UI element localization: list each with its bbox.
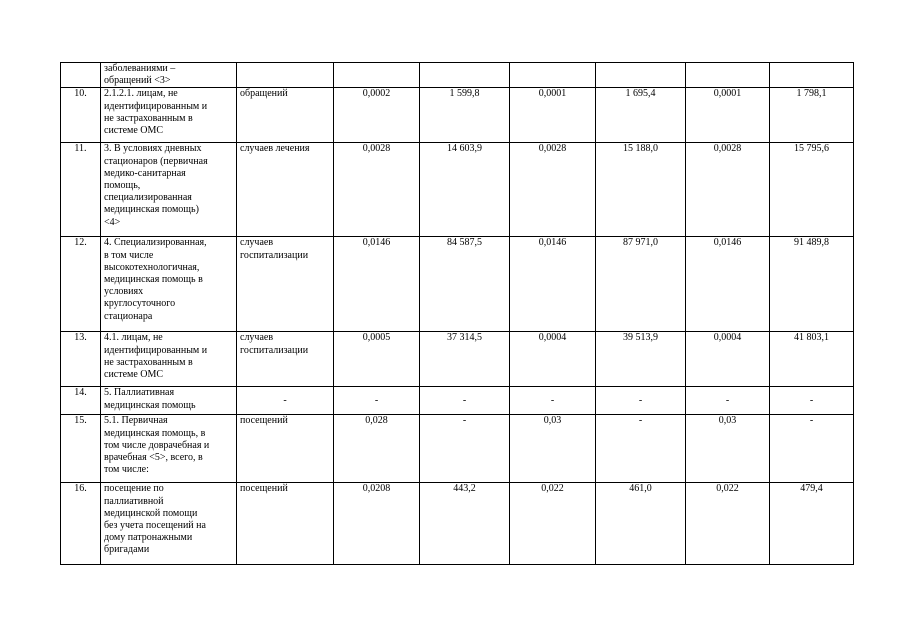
indicator-name: 5.1. Первичная медицинская помощь, в том числе доврачебная и врачебная <5>, всего, в том числе: [101, 415, 237, 483]
unit-cell: - [237, 387, 334, 415]
value-cell: 0,0028 [686, 143, 770, 237]
indicator-name: 4.1. лицам, не идентифицированным и не застрахованным в системе ОМС [101, 332, 237, 387]
value-cell: 87 971,0 [596, 237, 686, 332]
table-row [61, 143, 854, 237]
value-cell [420, 63, 510, 88]
value-cell: 0,0146 [510, 237, 596, 332]
value-cell: 461,0 [596, 483, 686, 565]
value-cell: 84 587,5 [420, 237, 510, 332]
value-cell: 0,0001 [510, 88, 596, 143]
row-number: 14. [61, 387, 101, 415]
value-cell: 0,0004 [686, 332, 770, 387]
unit-cell: обращений [237, 88, 334, 143]
data-table [60, 62, 854, 565]
value-cell [596, 63, 686, 88]
value-cell: - [770, 387, 854, 415]
unit-cell: случаев госпитализации [237, 332, 334, 387]
value-cell: 0,03 [686, 415, 770, 483]
indicator-name: 3. В условиях дневных стационаров (первичная медико-санитарная помощь, специализированная медицинская помощь) <4> [101, 143, 237, 237]
value-cell: 0,0028 [334, 143, 420, 237]
value-cell: - [596, 415, 686, 483]
value-cell: - [596, 387, 686, 415]
indicator-name: 4. Специализированная, в том числе высокотехнологичная, медицинская помощь в условиях круглосуточного стационара [101, 237, 237, 332]
unit-cell: случаев лечения [237, 143, 334, 237]
value-cell: 1 695,4 [596, 88, 686, 143]
table-row [61, 88, 854, 143]
table-row [61, 237, 854, 332]
unit-cell: случаев госпитализации [237, 237, 334, 332]
value-cell: 0,028 [334, 415, 420, 483]
row-number: 11. [61, 143, 101, 237]
value-cell: 39 513,9 [596, 332, 686, 387]
unit-cell [237, 63, 334, 88]
value-cell: - [686, 387, 770, 415]
value-cell: 0,0005 [334, 332, 420, 387]
row-number: 16. [61, 483, 101, 565]
unit-cell: посещений [237, 483, 334, 565]
indicator-name: посещение по паллиативной медицинской помощи без учета посещений на дому патронажными бригадами [101, 483, 237, 565]
indicator-name: 2.1.2.1. лицам, не идентифицированным и не застрахованным в системе ОМС [101, 88, 237, 143]
table-row [61, 332, 854, 387]
row-number: 10. [61, 88, 101, 143]
unit-cell: посещений [237, 415, 334, 483]
value-cell: - [420, 415, 510, 483]
value-cell [686, 63, 770, 88]
table-row [61, 63, 854, 88]
value-cell: 443,2 [420, 483, 510, 565]
value-cell: 0,0001 [686, 88, 770, 143]
value-cell: 0,0146 [334, 237, 420, 332]
value-cell: 1 798,1 [770, 88, 854, 143]
value-cell [334, 63, 420, 88]
row-number: 15. [61, 415, 101, 483]
value-cell: 0,03 [510, 415, 596, 483]
value-cell [770, 63, 854, 88]
indicator-name: 5. Паллиативная медицинская помощь [101, 387, 237, 415]
value-cell: 479,4 [770, 483, 854, 565]
value-cell: 0,0028 [510, 143, 596, 237]
value-cell: 15 188,0 [596, 143, 686, 237]
value-cell: 37 314,5 [420, 332, 510, 387]
value-cell: 0,022 [510, 483, 596, 565]
value-cell [510, 63, 596, 88]
row-number: 12. [61, 237, 101, 332]
value-cell: - [510, 387, 596, 415]
value-cell: 1 599,8 [420, 88, 510, 143]
row-number: 13. [61, 332, 101, 387]
value-cell: - [420, 387, 510, 415]
value-cell: 0,0002 [334, 88, 420, 143]
value-cell: 0,0004 [510, 332, 596, 387]
value-cell: 0,0208 [334, 483, 420, 565]
value-cell: 91 489,8 [770, 237, 854, 332]
value-cell: 0,0146 [686, 237, 770, 332]
table-row [61, 387, 854, 415]
table-row [61, 415, 854, 483]
value-cell: 15 795,6 [770, 143, 854, 237]
table-row [61, 483, 854, 565]
value-cell: - [770, 415, 854, 483]
value-cell: 0,022 [686, 483, 770, 565]
indicator-name: заболеваниями – обращений <3> [101, 63, 237, 88]
value-cell: - [334, 387, 420, 415]
value-cell: 41 803,1 [770, 332, 854, 387]
row-number [61, 63, 101, 88]
value-cell: 14 603,9 [420, 143, 510, 237]
